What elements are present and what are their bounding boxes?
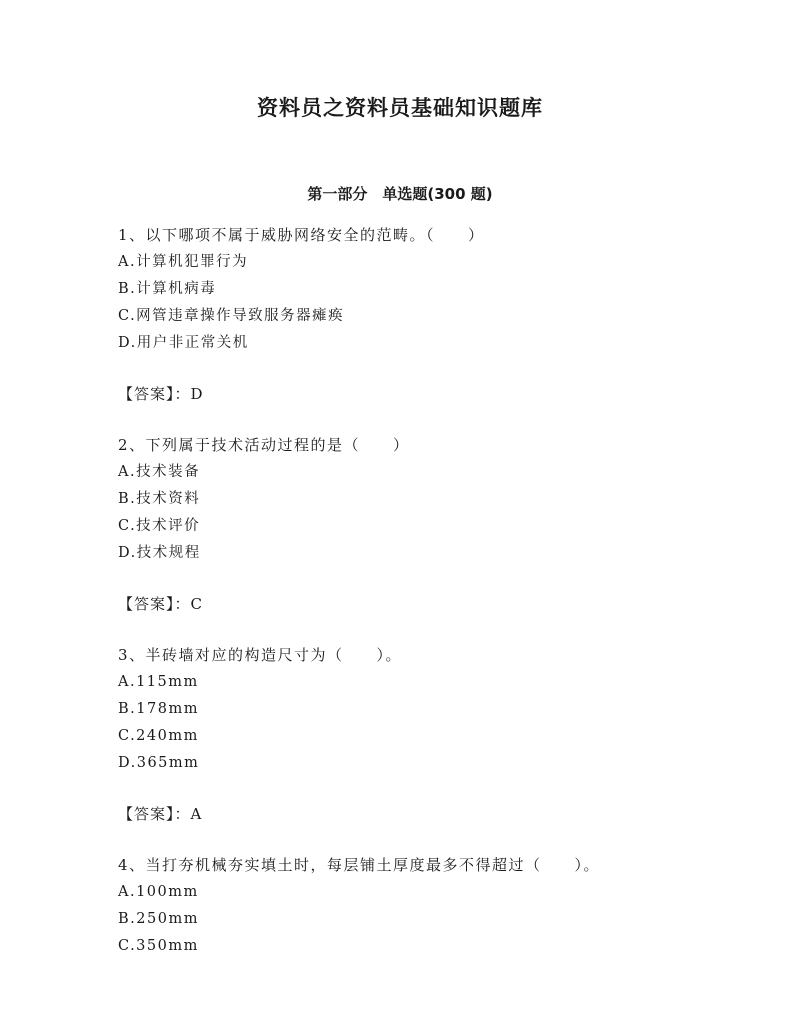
question-1 — [118, 222, 758, 408]
option-c: C.技术评价 — [118, 518, 201, 534]
answer-label: 【答案】： — [118, 805, 191, 823]
answer-label: 【答案】： — [118, 595, 191, 613]
section-heading: 第一部分 单选题(300 题) — [307, 185, 493, 203]
option-c: C.网管违章操作导致服务器瘫痪 — [118, 308, 345, 324]
option-c: C.350mm — [118, 938, 199, 954]
answer-value: D — [190, 385, 203, 403]
option-d: D.用户非正常关机 — [118, 335, 249, 351]
option-b: B.技术资料 — [118, 491, 201, 507]
option-a: A.115mm — [118, 674, 199, 690]
answer-line — [118, 591, 758, 618]
answer-label: 【答案】： — [118, 385, 191, 403]
answer-line — [118, 801, 758, 828]
option-c: C.240mm — [118, 728, 199, 744]
option-b: B.250mm — [118, 911, 199, 927]
option-a: A.计算机犯罪行为 — [118, 254, 249, 270]
question-list — [118, 222, 758, 984]
option-d: D.365mm — [118, 755, 200, 771]
answer-value: C — [190, 595, 202, 613]
question-3 — [118, 642, 758, 828]
question-4 — [118, 852, 758, 960]
question-stem: 4、当打夯机械夯实填土时，每层铺土厚度最多不得超过（ ）。 — [118, 856, 601, 874]
option-a: A.技术装备 — [118, 464, 201, 480]
question-stem: 2、下列属于技术活动过程的是（ ） — [118, 436, 410, 454]
question-stem: 3、半砖墙对应的构造尺寸为（ ）。 — [118, 646, 403, 664]
question-2 — [118, 432, 758, 618]
option-d: D.技术规程 — [118, 545, 201, 561]
option-a: A.100mm — [118, 884, 199, 900]
document-title: 资料员之资料员基础知识题库 — [257, 96, 543, 120]
answer-value: A — [190, 805, 202, 823]
option-b: B.计算机病毒 — [118, 281, 217, 297]
answer-line — [118, 381, 758, 408]
question-stem: 1、以下哪项不属于威胁网络安全的范畴。（ ） — [118, 226, 485, 244]
option-b: B.178mm — [118, 701, 199, 717]
